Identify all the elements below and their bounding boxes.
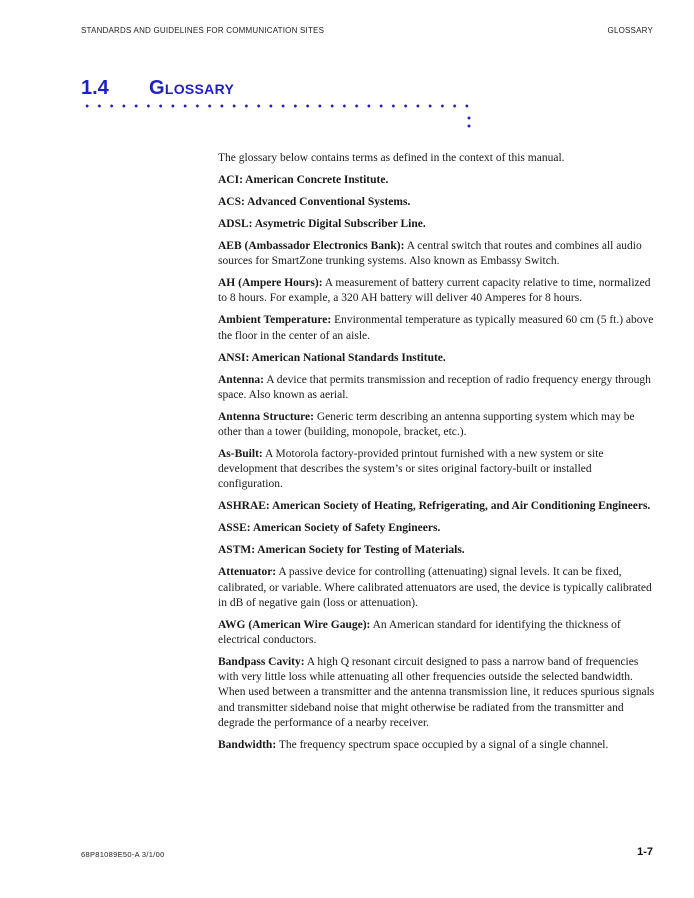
glossary-entry	[218, 351, 658, 366]
glossary-term: Attenuator:	[218, 566, 277, 579]
glossary-entry	[218, 738, 658, 753]
glossary-entry	[218, 173, 658, 188]
glossary-entry	[218, 521, 658, 536]
running-header-title: STANDARDS AND GUIDELINES FOR COMMUNICATION SITES	[81, 26, 325, 35]
dotted-rule	[81, 102, 473, 110]
glossary-term: ASTM: American Society for Testing of Materials.	[218, 544, 465, 557]
glossary-entry	[218, 217, 658, 232]
glossary-body	[218, 151, 658, 760]
section-title: Glossary	[149, 77, 235, 99]
glossary-entry	[218, 655, 658, 731]
glossary-term: ACI: American Concrete Institute.	[218, 174, 389, 186]
glossary-term: ASHRAE: American Society of Heating, Refrigerating, and Air Conditioning Engineers.	[218, 500, 651, 513]
glossary-definition: A high Q resonant circuit designed to pass a narrow band of frequencies with very little loss while attenuating all other frequencies outside the selected bandwidth. When used between a transmitter and the antenna transmission line, it reduces spurious signals and transmitter sideband noise that might otherwise be radiated from the transmitter and degrade the performance of a nearby receiver.	[218, 656, 655, 729]
section-number: 1.4	[81, 77, 109, 99]
glossary-entry	[218, 499, 658, 514]
glossary-term: Bandpass Cavity:	[218, 656, 305, 669]
glossary-entry	[218, 195, 658, 210]
glossary-entry	[218, 565, 658, 611]
glossary-entry	[218, 239, 658, 269]
glossary-term: AEB (Ambassador Electronics Bank):	[218, 240, 405, 252]
glossary-entry	[218, 373, 658, 403]
glossary-entries	[218, 173, 658, 753]
glossary-definition: A Motorola factory-provided printout furnished with a new system or site development that describes the system’s or sites original factory-built or installed configuration.	[218, 448, 604, 491]
running-header-section: GLOSSARY	[607, 26, 653, 35]
glossary-term: Antenna Structure:	[218, 410, 314, 423]
dotted-rule-end	[466, 114, 472, 132]
glossary-definition: The frequency spectrum space occupied by a signal of a single channel.	[276, 738, 609, 751]
glossary-definition: Generic term describing an antenna supporting system which may be other than a tower (building, monopole, bracket, etc.).	[218, 410, 635, 439]
glossary-entry	[218, 410, 658, 440]
glossary-definition: A device that permits transmission and reception of radio frequency energy through space. Also known as aerial.	[218, 373, 651, 401]
glossary-definition: Environmental temperature as typically measured 60 cm (5 ft.) above the floor in the center of an aisle.	[218, 314, 654, 342]
glossary-definition: A passive device for controlling (attenuating) signal levels. It can be fixed, calibrated, or variable. Where calibrated attenuators are used, the device is typically calibrated in dB of negative gain (loss or attenuation).	[218, 566, 652, 609]
glossary-term: ASSE: American Society of Safety Engineers.	[218, 522, 441, 535]
glossary-definition: A measurement of battery current capacity relative to time, normalized to 8 hours. For example, a 320 AH battery will deliver 40 Amperes for 8 hours.	[218, 277, 651, 305]
glossary-entry	[218, 276, 658, 306]
glossary-term: ADSL: Asymetric Digital Subscriber Line.	[218, 218, 426, 230]
glossary-entry	[218, 447, 658, 493]
glossary-term: Bandwidth:	[218, 738, 277, 751]
glossary-term: Antenna:	[218, 373, 265, 386]
glossary-entry	[218, 543, 658, 558]
glossary-term: AH (Ampere Hours):	[218, 277, 323, 290]
document-id: 68P81089E50-A 3/1/00	[81, 850, 165, 859]
page-number: 1-7	[637, 846, 653, 858]
glossary-term: AWG (American Wire Gauge):	[218, 618, 371, 631]
glossary-term: Ambient Temperature:	[218, 314, 332, 327]
glossary-definition: An American standard for identifying the thickness of electrical conductors.	[218, 618, 621, 647]
glossary-entry	[218, 618, 658, 648]
glossary-term: ANSI: American National Standards Institute.	[218, 351, 446, 364]
glossary-definition: A central switch that routes and combines all audio sources for SmartZone trunking systems. Also known as Embassy Switch.	[218, 240, 642, 268]
glossary-entry	[218, 313, 658, 343]
glossary-term: ACS: Advanced Conventional Systems.	[218, 196, 411, 208]
section-heading	[81, 77, 234, 100]
glossary-intro: The glossary below contains terms as defined in the context of this manual.	[218, 152, 565, 164]
glossary-term: As-Built:	[218, 448, 263, 461]
